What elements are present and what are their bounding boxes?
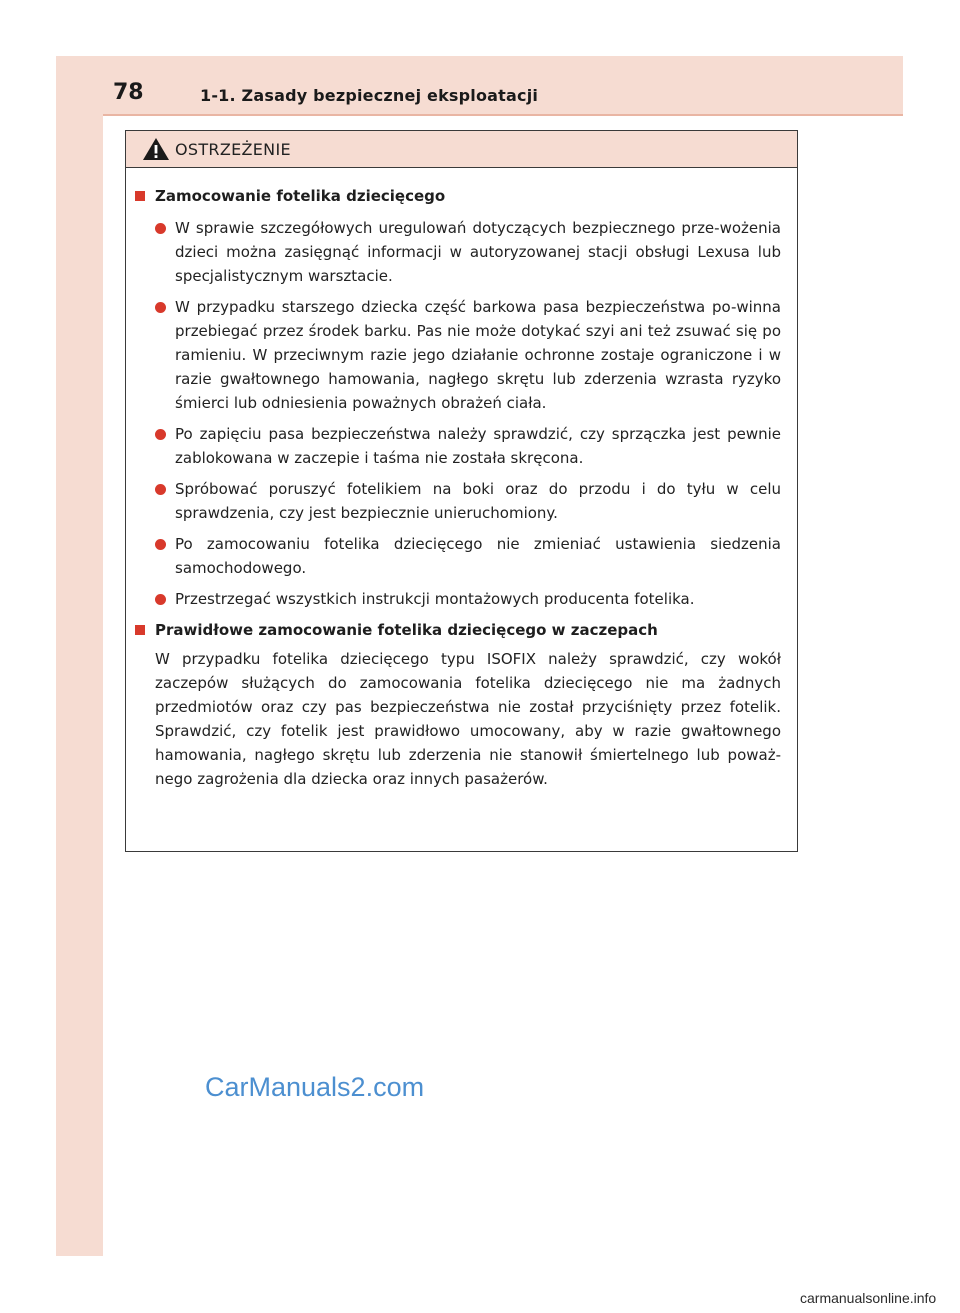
round-bullet-icon [155, 302, 166, 313]
warning-body [126, 168, 797, 791]
round-bullet-icon [155, 223, 166, 234]
warning-box [125, 130, 798, 852]
watermark-link[interactable]: CarManuals2.com [205, 1072, 425, 1102]
bullet-item [155, 422, 781, 470]
bullet-item [155, 216, 781, 288]
section-heading-text: Zamocowanie fotelika dziecięcego [155, 187, 446, 205]
section-heading [135, 183, 781, 209]
warning-triangle-icon [142, 137, 170, 161]
round-bullet-icon [155, 539, 166, 550]
bullet-text: W przypadku starszego dziecka część barkowa pasa bezpieczeństwa po-winna przebiegać przez środek barku. Pas nie może dotykać szyi ani też zsuwać się po ramieniu. W przeciwnym razie jego działanie ochronne zostaje ograniczone i w razie gwałtownego hamowania, nagłego skrętu lub zderzenia wzrasta ryzyko śmierci lub odniesienia poważnych obrażeń ciała. [175, 298, 781, 412]
warning-label: OSTRZEŻENIE [175, 139, 291, 159]
section-title: 1-1. Zasady bezpiecznej eksploatacji [200, 86, 539, 105]
bullet-item [155, 295, 781, 415]
bullet-item [155, 477, 781, 525]
bullet-text: Po zamocowaniu fotelika dziecięcego nie zmieniać ustawienia siedzenia samochodowego. [175, 535, 781, 577]
round-bullet-icon [155, 484, 166, 495]
square-bullet-icon [135, 625, 145, 635]
bullet-text: Po zapięciu pasa bezpieczeństwa należy sprawdzić, czy sprzączka jest pewnie zablokowana w zaczepie i taśma nie została skręcona. [175, 425, 781, 467]
footer-watermark: carmanualsonline.info [800, 1290, 937, 1306]
page-number: 78 [113, 80, 144, 105]
side-color-strip [56, 56, 103, 1256]
square-bullet-icon [135, 191, 145, 201]
warning-header [126, 131, 797, 168]
bullet-item [155, 532, 781, 580]
bullet-item [155, 587, 781, 611]
section-heading-text: Prawidłowe zamocowanie fotelika dziecięcego w zaczepach [155, 621, 658, 639]
bullet-text: Przestrzegać wszystkich instrukcji montażowych producenta fotelika. [175, 590, 695, 608]
section-heading [135, 617, 781, 643]
bullet-text: W sprawie szczegółowych uregulowań dotyczących bezpiecznego prze-wożenia dzieci można zasięgnąć informacji w autoryzowanej stacji obsługi Lexusa lub specjalistycznym warsztacie. [175, 219, 781, 285]
round-bullet-icon [155, 594, 166, 605]
section-paragraph: W przypadku fotelika dziecięcego typu ISOFIX należy sprawdzić, czy wokół zaczepów służących do zamocowania fotelika dziecięcego nie ma żadnych przedmiotów oraz czy pas bezpieczeństwa nie został przyciśnięty przez fotelik. Sprawdzić, czy fotelik jest prawidłowo umocowany, aby w razie gwałtownego hamowania, nagłego skrętu lub zderzenia nie stanowił śmiertelnego lub poważ-nego zagrożenia dla dziecka oraz innych pasażerów. [155, 650, 781, 788]
bullet-text: Spróbować poruszyć fotelikiem na boki oraz do przodu i do tyłu w celu sprawdzenia, czy jest bezpiecznie unieruchomiony. [175, 480, 781, 522]
header-divider [103, 114, 903, 116]
round-bullet-icon [155, 429, 166, 440]
